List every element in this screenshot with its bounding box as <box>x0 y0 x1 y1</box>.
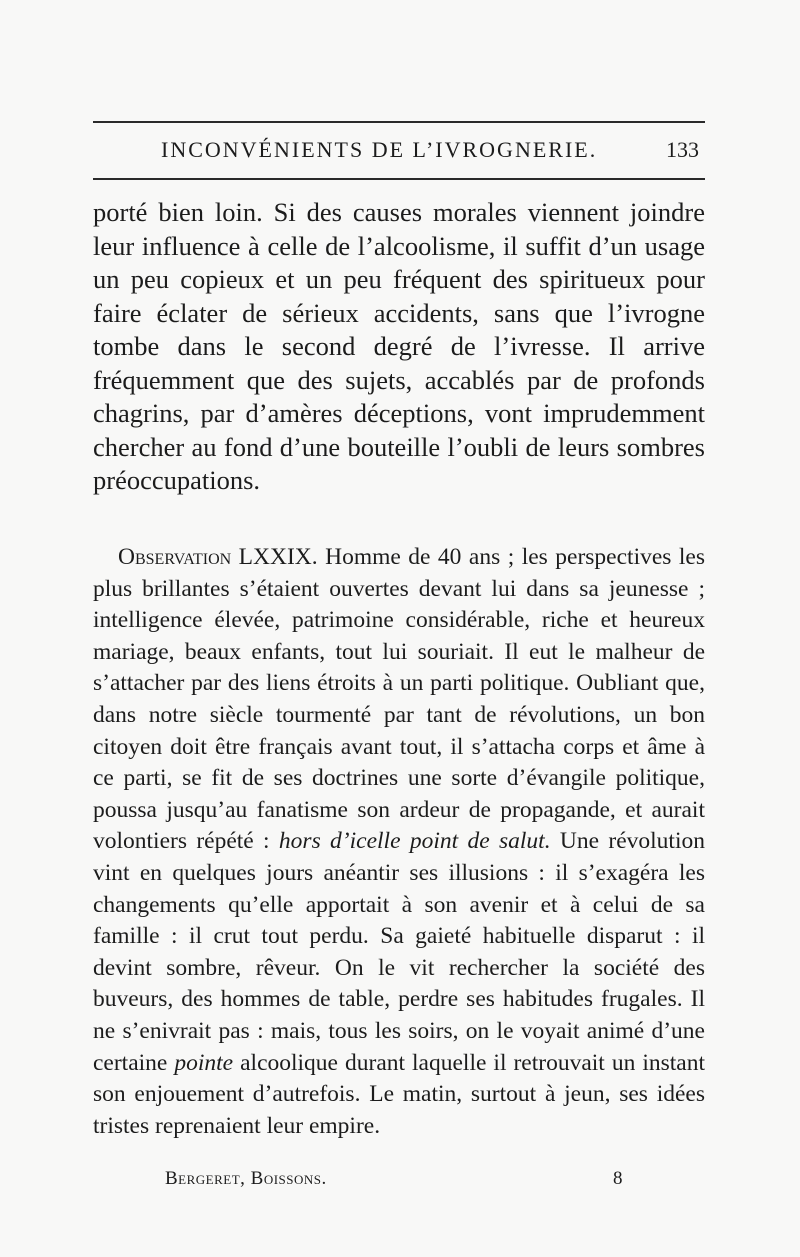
page-footer <box>93 1164 705 1194</box>
body-paragraph-1 <box>93 196 705 498</box>
page-number: 133 <box>666 137 699 162</box>
paragraph-1-text: porté bien loin. Si des causes morales viennent joindre leur influence à celle de l’alcoolisme, il suffit d’un usage un peu copieux et un peu fréquent des spiritueux pour faire éclater de sérieux accidents, sans que l’ivrogne tombe dans le second degré de l’ivresse. Il arrive fréquemment que des sujets, accablés par de profonds chagrins, par d’amères déceptions, vont imprudemment chercher au fond d’une bouteille l’oubli de leurs sombres préoccupations. <box>93 197 705 495</box>
observation-paragraph <box>93 542 705 1142</box>
observation-italic-word: pointe <box>174 1049 234 1076</box>
header-top-rule <box>93 121 705 123</box>
running-title: INCONVÉNIENTS DE L’IVROGNERIE. <box>161 137 598 162</box>
footer-author-work: Bergeret, Boissons. <box>165 1168 327 1189</box>
page-header <box>93 133 705 167</box>
observation-text-part-1: Homme de 40 ans ; les perspectives les plus brillantes s’étaient ouvertes devant lui dans sa jeunesse ; intelligence élevée, patrimoine considérable, riche et heureux mariage, beaux enfants, tout lui souriait. Il eut le malheur de s’attacher par des liens étroits à un parti politique. Oubliant que, dans notre siècle tourmenté par tant de révolutions, un bon citoyen doit être français avant tout, il s’attacha corps et âme à ce parti, se fit de ses doctrines une sorte d’évangile politique, poussa jusqu’au fanatisme son ardeur de propagande, et aurait volontiers répété : <box>93 544 705 855</box>
observation-text-part-3: alcoolique durant laquelle il retrouvait un instant son enjouement d’autrefois. Le matin, surtout à jeun, ses idées tristes reprenaient leur empire. <box>93 1049 705 1139</box>
footer-signature-mark: 8 <box>613 1168 623 1189</box>
observation-label: Observation LXXIX. <box>118 544 318 570</box>
observation-italic-quote: hors d’icelle point de salut. <box>278 828 551 855</box>
header-bottom-rule <box>93 178 705 180</box>
observation-text-part-2: Une révolution vint en quelques jours anéantir ses illusions : il s’exagéra les changements qu’elle apportait à son avenir et à celui de sa famille : il crut tout perdu. Sa gaieté habituelle disparut : il devint sombre, rêveur. On le vit rechercher la société des buveurs, des hommes de table, perdre ses habitudes frugales. Il ne s’enivrait pas : mais, tous les soirs, on le voyait animé d’une certaine <box>93 828 705 1076</box>
